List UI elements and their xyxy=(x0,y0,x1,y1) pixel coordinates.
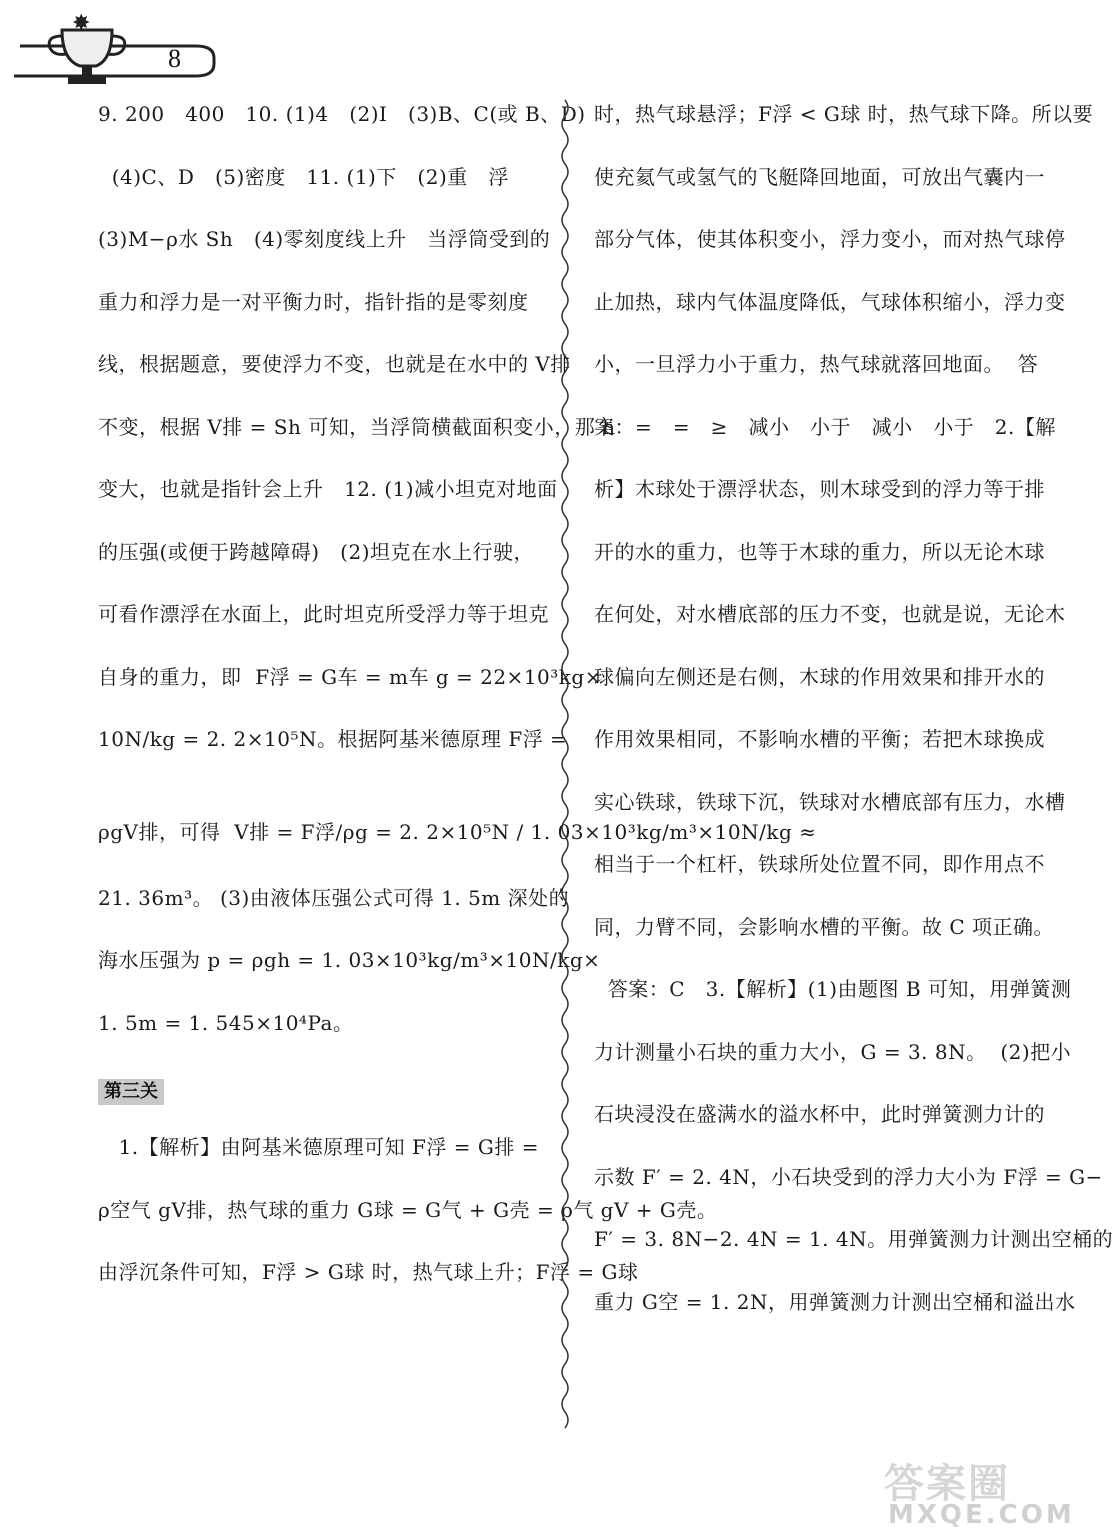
text-line: 在何处，对水槽底部的压力不变，也就是说，无论木 xyxy=(594,602,1066,626)
formula-line: ρgV排，可得 V排 = F浮/ρg = 2. 2×10⁵N / 1. 03×10³kg/m³×10N/kg ≈ xyxy=(98,819,817,844)
right-column xyxy=(594,96,1113,1346)
text-line: 海水压强为 p = ρgh = 1. 03×10³kg/m³×10N/kg× xyxy=(98,948,601,972)
text-line: F′ = 3. 8N−2. 4N = 1. 4N。用弹簧测力计测出空桶的 xyxy=(594,1227,1113,1251)
text-line: 可看作漂浮在水面上，此时坦克所受浮力等于坦克 xyxy=(98,602,549,626)
text-line: 线，根据题意，要使浮力不变，也就是在水中的 V排 xyxy=(98,352,571,376)
text-line: 析】木球处于漂浮状态，则木球受到的浮力等于排 xyxy=(594,477,1045,501)
text-line: 变大，也就是指针会上升 12. (1)减小坦克对地面 xyxy=(98,477,558,501)
text-line: 时，热气球悬浮；F浮 < G球 时，热气球下降。所以要 xyxy=(594,102,1094,126)
watermark xyxy=(880,1452,1075,1532)
watermark-url: MXQE.COM xyxy=(888,1500,1075,1530)
text-line: 不变，根据 V排 = Sh 可知，当浮筒横截面积变小，那 h xyxy=(98,414,616,439)
text-line: 示数 F′ = 2. 4N，小石块受到的浮力大小为 F浮 = G− xyxy=(594,1164,1103,1189)
text-line: ρ空气 gV排，热气球的重力 G球 = G气 + G壳 = ρ气 gV + G壳。 xyxy=(98,1197,718,1222)
text-line: 相当于一个杠杆，铁球所处位置不同，即作用点不 xyxy=(594,852,1045,876)
page-number: 8 xyxy=(168,44,181,73)
text-line: (4)C、D (5)密度 11. (1)下 (2)重 浮 xyxy=(98,164,509,189)
text-line: 21. 36m³。 (3)由液体压强公式可得 1. 5m 深处的 xyxy=(98,885,570,910)
text-line: 10N/kg = 2. 2×10⁵N。根据阿基米德原理 F浮 = xyxy=(98,727,568,751)
text-line: 力计测量小石块的重力大小，G = 3. 8N。 (2)把小 xyxy=(594,1039,1072,1064)
text-line: 案：= = ≥ 减小 小于 减小 小于 2.【解 xyxy=(594,414,1056,439)
text-line: 9. 200 400 10. (1)4 (2)I (3)B、C(或 B、D) xyxy=(98,102,586,126)
text-line: 球偏向左侧还是右侧，木球的作用效果和排开水的 xyxy=(594,664,1045,689)
section-header xyxy=(98,1067,542,1129)
text-line: 小，一旦浮力小于重力，热气球就落回地面。 答 xyxy=(594,352,1039,376)
text-line: 使充氦气或氢气的飞艇降回地面，可放出气囊内一 xyxy=(594,164,1045,189)
text-line: 部分气体，使其体积变小，浮力变小，而对热气球停 xyxy=(594,227,1066,251)
text-line: (3)M−ρ水 Sh (4)零刻度线上升 当浮筒受到的 xyxy=(98,227,551,251)
section-label: 第三关 xyxy=(98,1079,164,1105)
text-line: 自身的重力，即 F浮 = G车 = m车 g = 22×10³kg× xyxy=(98,664,602,689)
text-line: 开的水的重力，也等于木球的重力，所以无论木球 xyxy=(594,539,1045,564)
page-header xyxy=(0,0,1059,110)
text-line: 重力 G空 = 1. 2N，用弹簧测力计测出空桶和溢出水 xyxy=(594,1289,1076,1314)
text-line: 止加热，球内气体温度降低，气球体积缩小，浮力变 xyxy=(594,289,1066,314)
text-line: 实心铁球，铁球下沉，铁球对水槽底部有压力，水槽 xyxy=(594,789,1066,814)
text-line: 1. 5m = 1. 545×10⁴Pa。 xyxy=(98,1010,354,1035)
watermark-logo: 答案圈 xyxy=(884,1461,1010,1507)
text-line: 1.【解析】由阿基米德原理可知 F浮 = G排 = xyxy=(98,1135,539,1159)
text-line: 同，力臂不同，会影响水槽的平衡。故 C 项正确。 xyxy=(594,914,1055,939)
text-line: 重力和浮力是一对平衡力时，指针指的是零刻度 xyxy=(98,289,529,314)
text-line: 作用效果相同，不影响水槽的平衡；若把木球换成 xyxy=(594,727,1045,751)
text-line: 石块浸没在盛满水的溢水杯中，此时弹簧测力计的 xyxy=(594,1102,1045,1126)
text-line: 答案：C 3.【解析】(1)由题图 B 可知，用弹簧测 xyxy=(594,977,1072,1001)
trophy-header-icon xyxy=(0,0,240,100)
text-line: 由浮沉条件可知，F浮 > G球 时，热气球上升；F浮 = G球 xyxy=(98,1260,639,1284)
text-line: 的压强(或便于跨越障碍) (2)坦克在水上行驶， xyxy=(98,539,535,564)
svg-text:✸: ✸ xyxy=(72,11,91,36)
column-divider xyxy=(556,100,574,1420)
